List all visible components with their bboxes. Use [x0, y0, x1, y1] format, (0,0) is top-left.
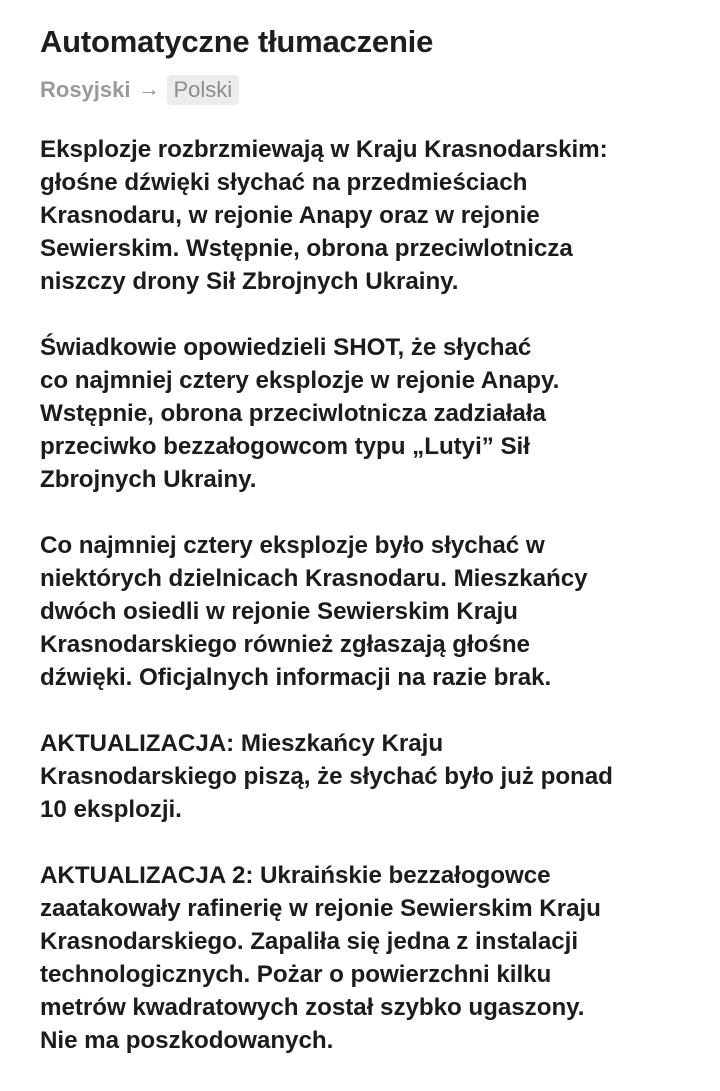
paragraph-1: Eksplozje rozbrzmiewają w Kraju Krasnodarskim: głośne dźwięki słychać na przedmieściach Krasnodaru, w rejonie Anapy oraz w rejonie Sewierskim. Wstępnie, obrona przeciwlotnicza niszczy drony Sił Zbrojnych Ukrainy. — [40, 136, 608, 295]
paragraph-2: Świadkowie opowiedzieli SHOT, że słychać co najmniej cztery eksplozje w rejonie Anapy. Wstępnie, obrona przeciwlotnicza zadziałała przeciwko bezzałogowcom typu „Lutyi” Sił Zbrojnych Ukrainy. — [40, 334, 560, 493]
source-language: Rosyjski — [40, 77, 131, 102]
paragraph-update-1: AKTUALIZACJA: Mieszkańcy Kraju Krasnodarskiego piszą, że słychać było już ponad 10 eksplozji. — [40, 730, 613, 823]
language-pair — [40, 75, 700, 105]
arrow-right-icon: → — [138, 78, 160, 101]
paragraph-update-2: AKTUALIZACJA 2: Ukraińskie bezzałogowce zaatakowały rafinerię w rejonie Sewierskim Kraju Krasnodarskiego. Zapaliła się jedna z instalacji technologicznych. Pożar o powierzchni kilku metrów kwadratowych został szybko ugaszony. Nie ma poszkodowanych. — [40, 862, 601, 1054]
paragraph-3: Co najmniej cztery eksplozje było słychać w niektórych dzielnicach Krasnodaru. Mieszkańcy dwóch osiedli w rejonie Sewierskim Kraju Krasnodarskiego również zgłaszają głośne dźwięki. Oficjalnych informacji na razie brak. — [40, 532, 588, 691]
translated-text — [40, 133, 700, 1057]
target-language-chip[interactable]: Polski — [167, 75, 240, 105]
page-title: Automatyczne tłumaczenie — [40, 24, 434, 59]
